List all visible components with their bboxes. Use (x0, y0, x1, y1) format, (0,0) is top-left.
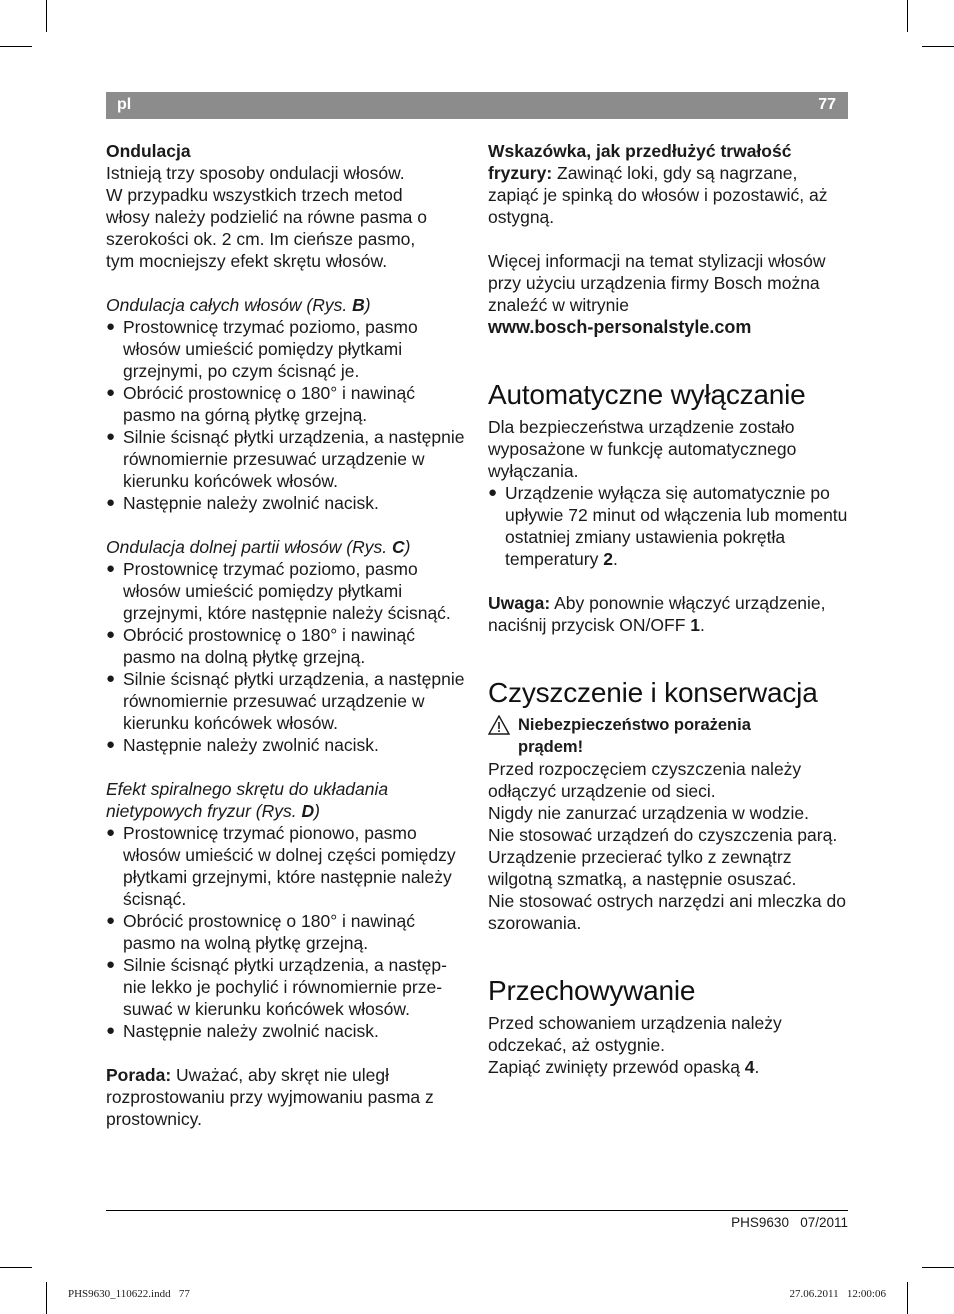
tip-porada: Porada: Uważać, aby skręt nie uległ rozprostowaniu przy wyjmowaniu pasma z prostownicy. (106, 1065, 434, 1129)
section-title-ondulacja: Ondulacja (106, 141, 191, 161)
crop-mark (907, 1282, 908, 1314)
auto-off-list (488, 482, 850, 570)
footer-rule (106, 1210, 848, 1211)
left-column (106, 140, 468, 1130)
cleaning-text: Przed rozpoczęciem czyszczenia należy odłączyć urządzenie od sieci. (488, 759, 802, 801)
intro-line: Istnieją trzy sposoby ondulacji włosów. (106, 163, 405, 183)
intro-line: tym mocniejszy efekt skrętu włosów. (106, 251, 388, 271)
cleaning-text: Nie stosować urządzeń do czyszczenia parą. (488, 825, 838, 845)
list-item: ● Następnie należy zwolnić nacisk. (106, 1020, 468, 1042)
warning-triangle-icon (488, 715, 510, 735)
right-column (488, 140, 850, 1078)
tip-hint: Wskazówka, jak przedłużyć trwałość fryzury: Zawinąć loki, gdy są nagrzane, zapiąć je spinką do włosów i pozostawić, aż ostygną. (488, 141, 828, 227)
list-item: ● Następnie należy zwolnić nacisk. (106, 734, 468, 756)
danger-warning: Niebezpieczeństwo porażenia prądem! (488, 714, 850, 758)
list-item: ● Prostownicę trzymać pionowo, pasmo włosów umieścić w dolnej części pomiędzy płytkami grzejnymi, które następnie należy ścisnąć. (106, 822, 468, 910)
subsection-title-c: Ondulacja dolnej partii włosów (Rys. C) (106, 537, 411, 557)
list-item: ● Urządzenie wyłącza się automatycznie po upływie 72 minut od włączenia lub momentu ostatniej zmiany ustawienia pokrętła temperatury 2. (488, 482, 850, 570)
list-item: ● Silnie ścisnąć płytki urządzenia, a następ-nie lekko je pochylić i równomiernie prze-suwać w kierunku końcówek włosów. (106, 954, 468, 1020)
section-title-auto-off: Automatyczne wyłączanie (488, 379, 806, 410)
intro-line: szerokości ok. 2 cm. Im cieńsze pasmo, (106, 229, 416, 249)
list-item: ● Silnie ścisnąć płytki urządzenia, a następnie równomiernie przesuwać urządzenie w kierunku końcówek włosów. (106, 668, 468, 734)
website-link[interactable]: www.bosch-personalstyle.com (488, 317, 752, 337)
list-item: ● Silnie ścisnąć płytki urządzenia, a następnie równomiernie przesuwać urządzenie w kierunku końcówek włosów. (106, 426, 468, 492)
crop-mark (922, 46, 954, 47)
page-number: 77 (818, 96, 836, 113)
list-item: ● Obrócić prostownicę o 180° i nawinąć pasmo na wolną płytkę grzejną. (106, 910, 468, 954)
list-item: ● Obrócić prostownicę o 180° i nawinąć pasmo na górną płytkę grzejną. (106, 382, 468, 426)
crop-mark (0, 46, 32, 47)
slug-timestamp: 27.06.2011 12:00:06 (789, 1288, 886, 1300)
crop-mark (0, 1267, 32, 1268)
crop-mark (46, 1282, 47, 1314)
subsection-title-b: Ondulacja całych włosów (Rys. B) (106, 295, 371, 315)
list-item: ● Prostownicę trzymać poziomo, pasmo włosów umieścić pomiędzy płytkami grzejnymi, po czym ścisnąć je. (106, 316, 468, 382)
list-item: ● Prostownicę trzymać poziomo, pasmo włosów umieścić pomiędzy płytkami grzejnymi, które następnie należy ścisnąć. (106, 558, 468, 624)
language-code: pl (117, 96, 132, 113)
footer-model-date: PHS9630 07/2011 (731, 1215, 848, 1230)
section-title-cleaning: Czyszczenie i konserwacja (488, 677, 818, 708)
slug-filename: PHS9630_110622.indd 77 (68, 1288, 190, 1300)
storage-text: Przed schowaniem urządzenia należy odczekać, aż ostygnie. (488, 1013, 782, 1055)
auto-off-intro: Dla bezpieczeństwa urządzenie zostało wyposażone w funkcję automatycznego wyłączania. (488, 417, 797, 481)
section-title-storage: Przechowywanie (488, 975, 696, 1006)
page-header-bar (106, 92, 848, 119)
cleaning-text: Nie stosować ostrych narzędzi ani mleczka do szorowania. (488, 891, 846, 933)
steps-list-b (106, 316, 468, 514)
storage-text: Zapiąć zwinięty przewód opaską 4. (488, 1057, 760, 1077)
subsection-title-d: Efekt spiralnego skrętu do układania nietypowych fryzur (Rys. D) (106, 779, 389, 821)
crop-mark (907, 0, 908, 32)
crop-mark (46, 0, 47, 32)
crop-mark (922, 1267, 954, 1268)
steps-list-c (106, 558, 468, 756)
more-info-text: Więcej informacji na temat stylizacji włosów przy użyciu urządzenia firmy Bosch można znaleźć w witrynie (488, 251, 826, 315)
list-item: ● Następnie należy zwolnić nacisk. (106, 492, 468, 514)
intro-line: W przypadku wszystkich trzech metod (106, 185, 403, 205)
steps-list-d (106, 822, 468, 1042)
cleaning-text: Nigdy nie zanurzać urządzenia w wodzie. (488, 803, 809, 823)
list-item: ● Obrócić prostownicę o 180° i nawinąć pasmo na dolną płytkę grzejną. (106, 624, 468, 668)
note-uwaga: Uwaga: Aby ponownie włączyć urządzenie, naciśnij przycisk ON/OFF 1. (488, 593, 826, 635)
cleaning-text: Urządzenie przecierać tylko z zewnątrz wilgotną szmatką, a następnie osuszać. (488, 847, 797, 889)
intro-line: włosy należy podzielić na równe pasma o (106, 207, 427, 227)
